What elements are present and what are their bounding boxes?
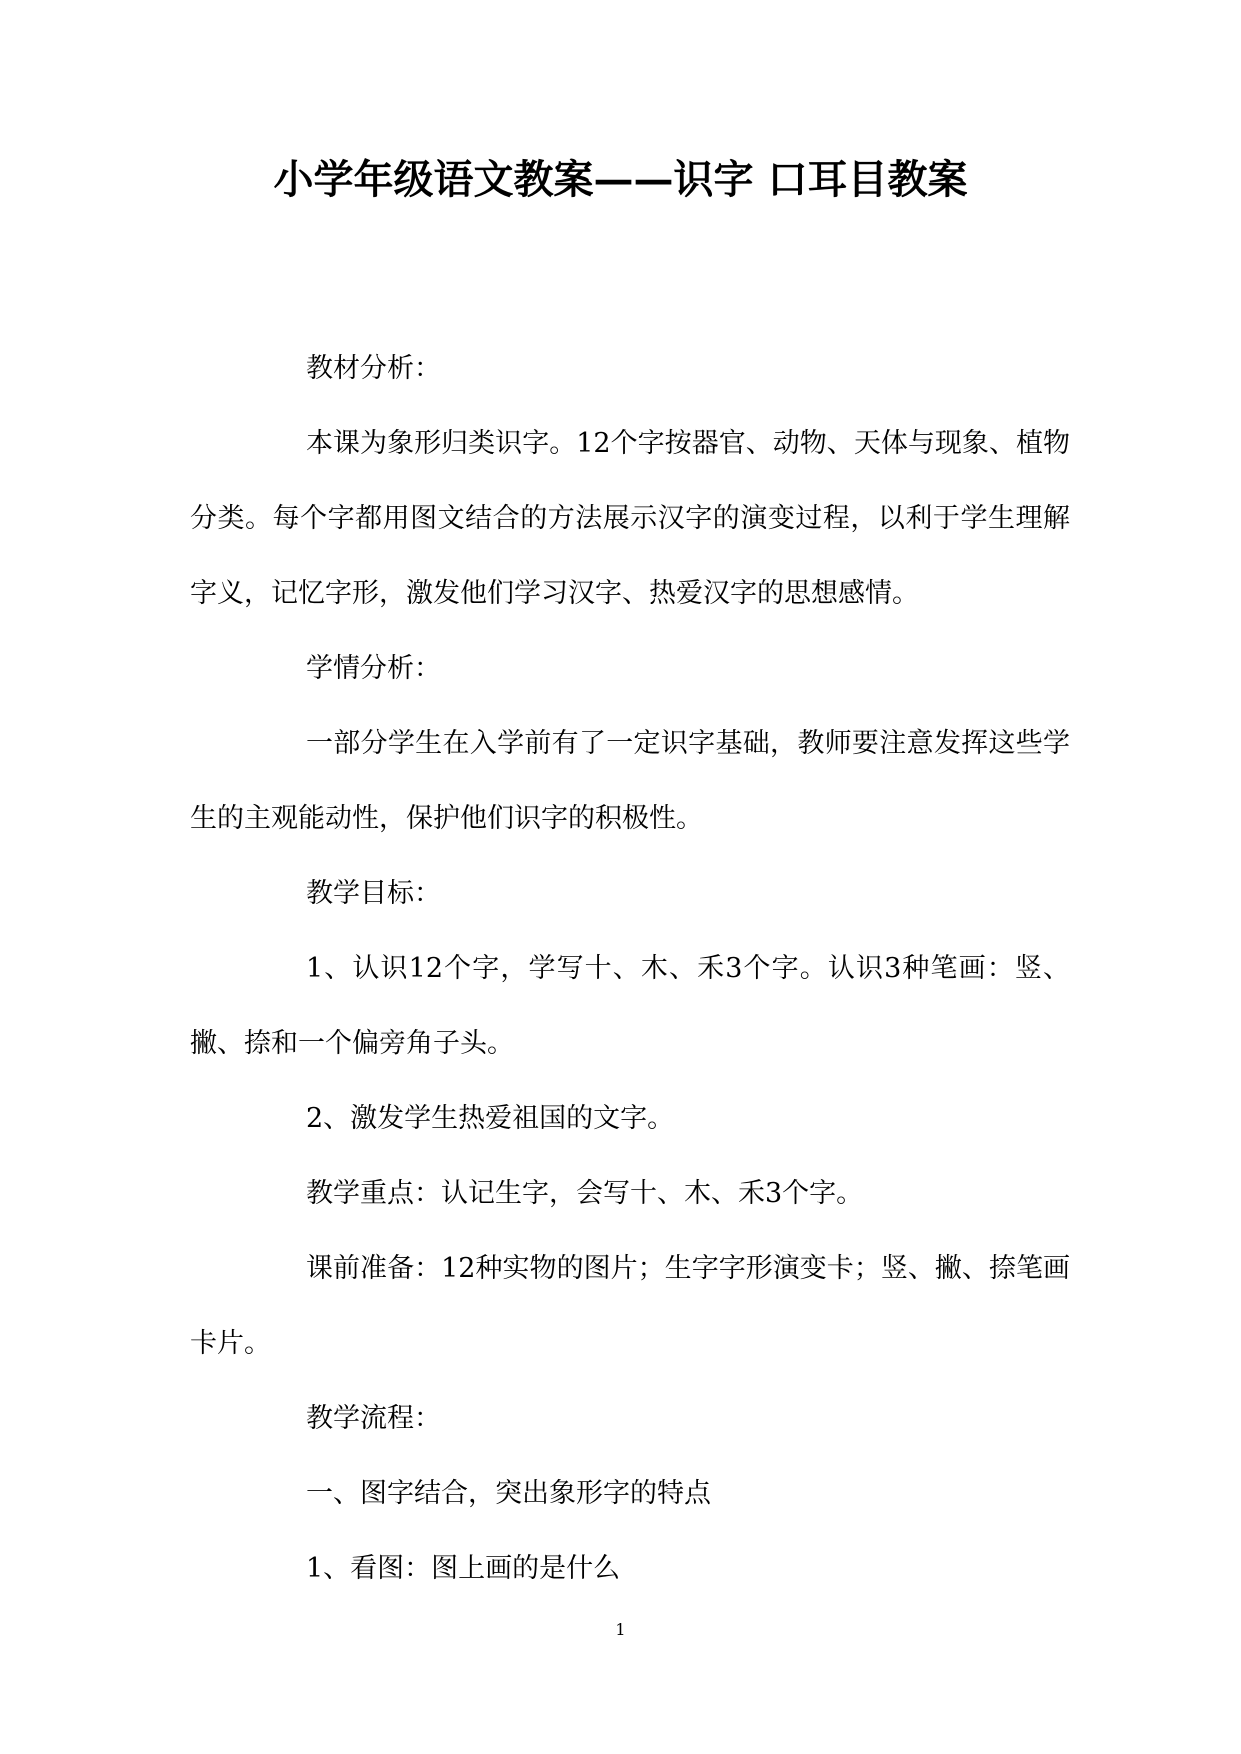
paragraph-teaching-goals-heading: 教学目标： xyxy=(306,878,441,909)
document-body xyxy=(190,331,1070,1606)
paragraph-teaching-focus: 教学重点：认记生字，会写十、木、禾3个字。 xyxy=(306,1178,864,1209)
paragraph-step-1: 1、看图：图上画的是什么 xyxy=(306,1553,621,1584)
paragraph-preparation: 课前准备：12种实物的图片；生字字形演变卡；竖、撇、捺笔画卡片。 xyxy=(190,1253,1070,1359)
paragraph-process-heading: 教学流程： xyxy=(306,1403,441,1434)
paragraph-student-analysis-heading: 学情分析： xyxy=(306,653,441,684)
paragraph-student-analysis: 一部分学生在入学前有了一定识字基础，教师要注意发挥这些学生的主观能动性，保护他们识字的积极性。 xyxy=(190,728,1070,834)
paragraph-goal-1: 1、认识12个字，学写十、木、禾3个字。认识3种笔画：竖、撇、捺和一个偏旁角子头。 xyxy=(190,953,1070,1059)
paragraph-section-1: 一、图字结合，突出象形字的特点 xyxy=(306,1478,711,1509)
document-title: 小学年级语文教案——识字 口耳目教案 xyxy=(273,156,968,203)
paragraph-textbook-analysis-heading: 教材分析： xyxy=(306,353,441,384)
paragraph-textbook-analysis: 本课为象形归类识字。12个字按器官、动物、天体与现象、植物分类。每个字都用图文结合的方法展示汉字的演变过程，以利于学生理解字义，记忆字形，激发他们学习汉字、热爱汉字的思想感情。 xyxy=(190,428,1070,609)
page-number: 1 xyxy=(615,1620,626,1639)
paragraph-goal-2: 2、激发学生热爱祖国的文字。 xyxy=(306,1103,675,1134)
